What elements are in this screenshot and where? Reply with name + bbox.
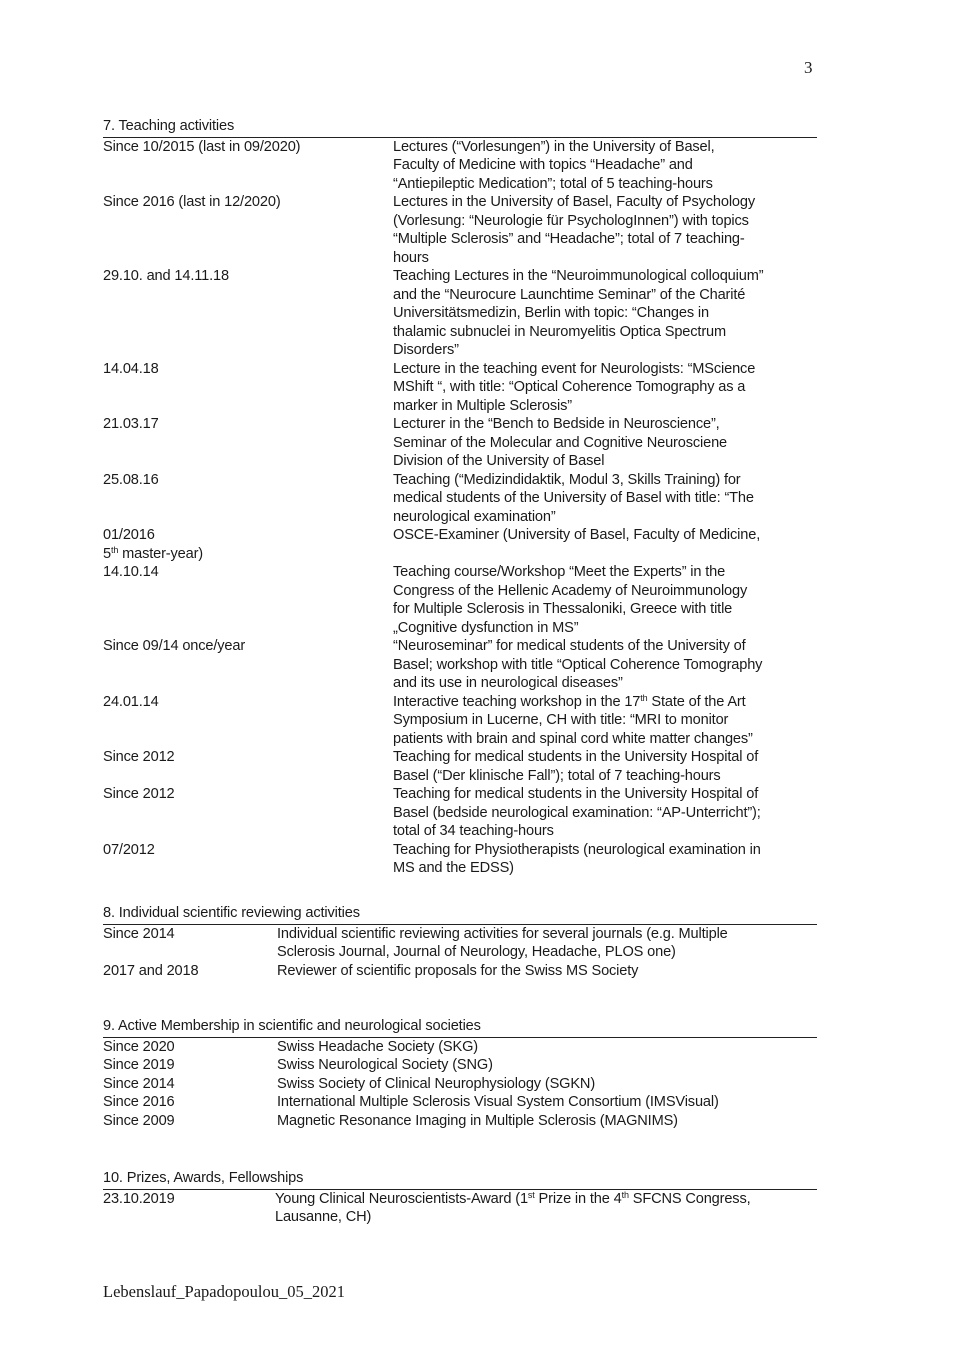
section-title: 7. Teaching activities — [103, 117, 817, 138]
entry-date: 23.10.2019 — [103, 1190, 175, 1207]
superscript: th — [640, 692, 648, 703]
table-row — [103, 193, 817, 267]
entry-date: Since 10/2015 (last in 09/2020) — [103, 138, 301, 155]
entry-description: Reviewer of scientific proposals for the Swiss MS Society — [277, 962, 639, 979]
table-row — [103, 563, 817, 637]
entry-description: Teaching course/Workshop “Meet the Experts” in the Congress of the Hellenic Academy of Neuroimmunology for Multiple Sclerosis in Thessaloniki, Greece with title „Cognitive dysfunction in MS” — [393, 564, 748, 636]
entry-description: OSCE-Examiner (University of Basel, Faculty of Medicine, — [393, 527, 761, 543]
entry-description: International Multiple Sclerosis Visual System Consortium (IMSVisual) — [277, 1094, 719, 1110]
entry-date: 01/2016 — [103, 527, 155, 543]
entry-date: 29.10. and 14.11.18 — [103, 268, 229, 284]
entry-date: 21.03.17 — [103, 416, 159, 432]
entry-description: Individual scientific reviewing activities for several journals (e.g. Multiple Sclerosis Journal, Journal of Neurology, Headache, PLOS one) — [277, 925, 728, 960]
entry-description: Teaching Lectures in the “Neuroimmunological colloquium” and the “Neurocure Launchtime Seminar” of the Charité Universitätsmedizin, Berlin with topic: “Changes in thalamic subnuclei in Neuromyelitis Optica Spectrum Disorders” — [393, 268, 764, 358]
table-row — [103, 1075, 817, 1094]
entry-description: Swiss Headache Society (SKG) — [277, 1038, 479, 1055]
entry-date: Since 2016 — [103, 1094, 175, 1110]
entry-date: Since 2019 — [103, 1057, 175, 1073]
continuation-text: master-year) — [118, 545, 204, 562]
table-row — [103, 471, 817, 527]
table-row — [103, 1093, 817, 1112]
section-title: 8. Individual scientific reviewing activities — [103, 904, 817, 925]
entry-description: Teaching for medical students in the University Hospital of Basel (“Der klinische Fall”); total of 7 teaching-hours — [393, 749, 759, 784]
superscript: st — [527, 1189, 535, 1200]
entry-description: “Neuroseminar” for medical students of the University of Basel; workshop with title “Optical Coherence Tomography and its use in neurological diseases” — [393, 638, 763, 691]
section-title: 9. Active Membership in scientific and neurological societies — [103, 1017, 817, 1038]
entry-date: Since 2014 — [103, 1075, 175, 1092]
section-reviewing-activities — [103, 904, 817, 980]
entry-description: Lectures in the University of Basel, Faculty of Psychology (Vorlesung: “Neurologie für PsychologInnen”) with topics “Multiple Sclerosis” and “Headache”; total of 7 teaching- hours — [393, 194, 755, 266]
table-row — [103, 1190, 817, 1227]
table-row — [103, 138, 817, 194]
table-row — [103, 841, 817, 878]
entry-date: 24.01.14 — [103, 693, 159, 710]
description-text: State of the Art Symposium in Lucerne, CH with title: “MRI to monitor patients with brain and spinal cord white matter changes” — [393, 693, 753, 747]
page-number: 3 — [804, 58, 813, 77]
section-prizes-awards — [103, 1169, 817, 1227]
entry-description: Magnetic Resonance Imaging in Multiple Sclerosis (MAGNIMS) — [277, 1112, 678, 1129]
entry-date: 2017 and 2018 — [103, 962, 199, 979]
section-title: 10. Prizes, Awards, Fellowships — [103, 1169, 817, 1190]
table-row — [103, 360, 817, 416]
table-row — [103, 267, 817, 360]
document-footer: Lebenslauf_Papadopoulou_05_2021 — [103, 1282, 345, 1301]
table-row — [103, 1112, 817, 1131]
entry-description: Swiss Neurological Society (SNG) — [277, 1057, 493, 1073]
entry-date: Since 2009 — [103, 1112, 175, 1129]
table-row — [103, 1038, 817, 1057]
entry-description: Lecture in the teaching event for Neurologists: “MScience MShift “, with title: “Optical Coherence Tomography as a marker in Multiple Sclerosis” — [393, 360, 756, 414]
entry-date: Since 2012 — [103, 749, 175, 765]
table-row — [103, 526, 817, 545]
table-row — [103, 785, 817, 841]
section-memberships — [103, 1017, 817, 1130]
entry-date: 14.04.18 — [103, 360, 159, 377]
table-row — [103, 415, 817, 471]
section-teaching-activities — [103, 117, 817, 878]
entry-description: Teaching for medical students in the University Hospital of Basel (bedside neurological examination: “AP-Unterricht”); total of 34 teaching-hours — [393, 786, 761, 839]
entry-description: Teaching for Physiotherapists (neurological examination in MS and the EDSS) — [393, 841, 761, 876]
entry-date: 25.08.16 — [103, 471, 159, 488]
description-text: SFCNS Congress, Lausanne, CH) — [275, 1190, 751, 1225]
entry-description: Swiss Society of Clinical Neurophysiology (SGKN) — [277, 1075, 596, 1092]
continuation-text: 5 — [103, 545, 111, 562]
entry-date: Since 09/14 once/year — [103, 638, 246, 654]
entry-description — [275, 1190, 817, 1227]
superscript: th — [110, 544, 119, 555]
entry-date: Since 2014 — [103, 925, 175, 942]
description-text: Interactive teaching workshop in the 17 — [393, 693, 641, 710]
entry-continuation — [103, 545, 817, 564]
entry-description — [393, 693, 817, 749]
table-row — [103, 637, 817, 693]
description-text: Young Clinical Neuroscientists-Award (1 — [275, 1190, 528, 1207]
description-text: Prize in the 4 — [534, 1190, 622, 1207]
entry-date: Since 2012 — [103, 786, 175, 802]
table-row — [103, 925, 817, 962]
entry-date: Since 2016 (last in 12/2020) — [103, 194, 281, 210]
entry-date: Since 2020 — [103, 1038, 175, 1055]
table-row — [103, 1056, 817, 1075]
table-row — [103, 748, 817, 785]
entry-date: 14.10.14 — [103, 564, 159, 580]
entry-description: Lectures (“Vorlesungen”) in the University of Basel, Faculty of Medicine with topics “Headache” and “Antiepileptic Medication”; total of 5 teaching-hours — [393, 138, 715, 192]
superscript: th — [621, 1189, 629, 1200]
table-row — [103, 693, 817, 749]
entry-description: Teaching (“Medizindidaktik, Modul 3, Skills Training) for medical students of the University of Basel with title: “The neurological examination” — [393, 471, 754, 525]
entry-date: 07/2012 — [103, 841, 155, 858]
entry-description: Lecturer in the “Bench to Bedside in Neuroscience”, Seminar of the Molecular and Cognitive Neurosciene Division of the University of Basel — [393, 416, 728, 469]
table-row — [103, 962, 817, 981]
